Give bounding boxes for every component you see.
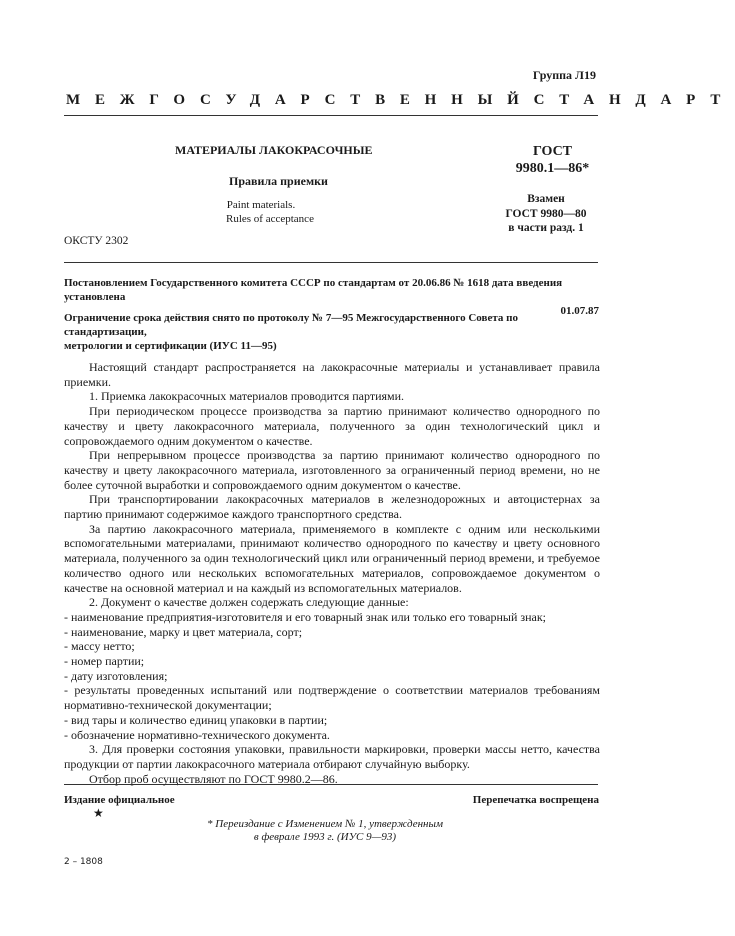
gost-label: ГОСТ [532,144,573,159]
standard-body [64,360,600,786]
list-item: - наименование, марку и цвет материала, сорт; [64,624,303,639]
document-title: МАТЕРИАЛЫ ЛАКОКРАСОЧНЫЕ [175,143,373,157]
page-code: 2 – 1808 [64,857,103,867]
limitation-line: Ограничение срока действия снято по протоколу № 7—95 Межгосударственного Совета по стандартизации, [64,312,518,338]
body-paragraph: 2. Документ о качестве должен содержать следующие данные: [89,595,409,610]
replacement-note [492,192,600,236]
okstu-code: ОКСТУ 2302 [64,235,129,247]
body-paragraph: При непрерывном процессе производства за партию принимают количество однородного по качеству и цвету лакокрасочного материала, изготовленного за ограниченный период времени, но не более суточной выработки и сопровождаемого одним документом о качестве. [64,448,600,492]
official-edition-label: Издание официальное [64,794,175,806]
standard-banner [66,92,735,109]
replace-line: в части разд. 1 [508,222,584,234]
body-paragraph: 1. Приемка лакокрасочных материалов проводится партиями. [89,389,405,404]
list-item: - номер партии; [64,654,145,669]
replace-line: Взамен [527,193,565,205]
banner-word-interstate: МЕЖГОСУДАРСТВЕННЫЙ [66,92,534,108]
limitation-line: метрологии и сертификации (ИУС 11—95) [64,340,277,352]
reissue-line: * Переиздание с Изменением № 1, утвержденным [207,818,443,830]
list-item: - обозначение нормативно-технического документа. [64,727,330,742]
list-item: - дату изготовления; [64,668,168,683]
limitation-paragraph [64,311,599,353]
decree-date: 01.07.87 [560,305,599,317]
body-paragraph: Отбор проб осуществляют по ГОСТ 9980.2—86. [89,771,338,786]
decree-text: Постановлением Государственного комитета СССР по стандартам от 20.06.86 № 1618 дата введения установлена [64,277,563,303]
star-icon: ★ [93,806,104,820]
body-paragraph: 3. Для проверки состояния упаковки, правильности маркировки, проверки массы нетто, качества продукции от партии лакокрасочного материала отбирают случайную выборку. [64,742,600,771]
body-paragraph: При периодическом процессе производства за партию принимают количество однородного по качеству и цвету лакокрасочного материала, полученного за один технологический цикл и сопровождаемого одним документом о качестве. [64,404,600,448]
body-paragraph: За партию лакокрасочного материала, применяемого в комплекте с одним или несколькими вспомогательными материалами, принимают количество однородного по качеству и цвету основного материала, полученного за один технологический цикл или ограниченный период времени, и требуемое количество одного или нескольких вспомогательных материалов, сопровождаемое документом о качестве на основной материал и на каждый из вспомогательных материалов. [64,521,600,595]
footer-divider [64,784,598,785]
list-item: - результаты проведенных испытаний или подтверждение о соответствии материалов требованиям нормативно-технической документации; [64,683,600,713]
reissue-line: в феврале 1993 г. (ИУС 9—93) [253,831,397,843]
group-code: Группа Л19 [532,68,596,82]
reissue-note [175,818,475,844]
reprint-prohibited-label: Перепечатка воспрещена [472,794,599,806]
list-item: - массу нетто; [64,639,135,654]
replace-line: ГОСТ 9980—80 [505,207,587,220]
gost-number: 9980.1—86* [515,161,590,176]
title-divider [64,262,598,263]
list-item: - вид тары и количество единиц упаковки в партии; [64,712,328,727]
subtitle-en-line: Paint materials. [226,199,296,211]
document-subtitle-ru: Правила приемки [229,174,328,188]
body-paragraph: Настоящий стандарт распространяется на лакокрасочные материалы и устанавливает правила приемки. [64,360,600,389]
subtitle-en-line: Rules of acceptance [226,213,314,225]
header-divider [64,115,598,116]
list-item: - наименование предприятия-изготовителя и его товарный знак или только его товарный знак; [64,609,547,624]
body-paragraph: При транспортировании лакокрасочных материалов в железнодорожных и автоцистернах за партию принимают содержимое каждого транспортного средства. [64,492,600,522]
banner-word-standard: СТАНДАРТ [533,92,735,108]
gost-designation [505,143,600,177]
document-subtitle-en [226,198,314,226]
